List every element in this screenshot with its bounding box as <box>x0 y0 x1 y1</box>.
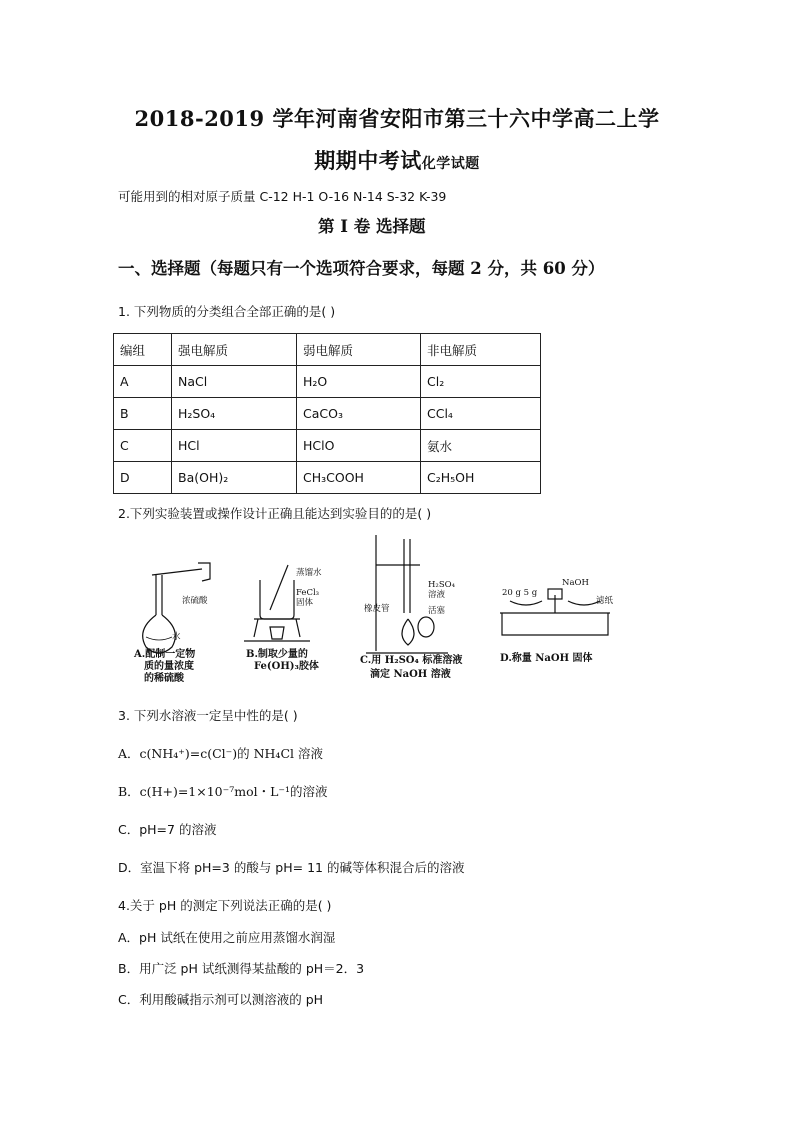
header-cell: 编组 <box>114 334 172 366</box>
label-solid: 固体 <box>296 598 314 608</box>
cell-strong: Ba(OH)₂ <box>172 462 297 494</box>
label-distilled-water: 蒸馏水 <box>296 568 322 578</box>
cell-strong: HCl <box>172 430 297 462</box>
header-cell: 强电解质 <box>172 334 297 366</box>
label-h2so4: H₂SO₄ <box>428 580 456 590</box>
atomic-masses: 可能用到的相对原子质量 C-12 H-1 O-16 N-14 S-32 K-39 <box>118 189 447 204</box>
table-row <box>114 366 541 398</box>
q1-stem: 1. 下列物质的分类组合全部正确的是( ) <box>118 304 336 319</box>
cell-strong: NaCl <box>172 366 297 398</box>
label-naoh: NaOH <box>562 578 589 588</box>
q1-table <box>113 333 541 494</box>
title-line-2 <box>0 145 794 175</box>
q3-option-d: D．室温下将 pH=3 的酸与 pH= 11 的碱等体积混合后的溶液 <box>118 860 465 875</box>
caption-d-1: D.称量 NaOH 固体 <box>500 653 593 664</box>
caption-b-1: B.制取少量的 <box>246 649 308 660</box>
caption-b-2: Fe(OH)₃胶体 <box>254 661 319 672</box>
table-row <box>114 430 541 462</box>
cell-weak: H₂O <box>297 366 421 398</box>
table-header-row <box>114 334 541 366</box>
cell-group: C <box>114 430 172 462</box>
caption-a-1: A.配制一定物 <box>134 649 196 660</box>
q3-option-a: A．c(NH₄⁺)=c(Cl⁻)的 NH₄Cl 溶液 <box>118 746 323 761</box>
q4-option-a: A．pH 试纸在使用之前应用蒸馏水润湿 <box>118 930 336 945</box>
cell-weak: HClO <box>297 430 421 462</box>
cell-weak: CaCO₃ <box>297 398 421 430</box>
title-main: 期期中考试 <box>314 148 422 173</box>
cell-group: A <box>114 366 172 398</box>
q4-option-b: B．用广泛 pH 试纸测得某盐酸的 pH＝2．3 <box>118 961 365 976</box>
q4-option-c: C．利用酸碱指示剂可以测溶液的 pH <box>118 992 324 1007</box>
volume-heading: 第 I 卷 选择题 <box>318 217 426 236</box>
label-filter-paper: 滤纸 <box>596 596 614 606</box>
cell-non: CCl₄ <box>421 398 541 430</box>
title-small: 化学试题 <box>421 156 480 172</box>
q3-stem: 3. 下列水溶液一定呈中性的是( ) <box>118 708 298 723</box>
label-acid: 浓硫酸 <box>182 596 208 606</box>
caption-c-2: 滴定 NaOH 溶液 <box>370 669 451 680</box>
caption-a-2: 质的量浓度 <box>144 661 194 672</box>
cell-group: B <box>114 398 172 430</box>
table-row <box>114 398 541 430</box>
q3-option-b: B．c(H+)=1×10⁻⁷mol・L⁻¹的溶液 <box>118 784 328 799</box>
table-row <box>114 462 541 494</box>
cell-group: D <box>114 462 172 494</box>
cell-strong: H₂SO₄ <box>172 398 297 430</box>
header-cell: 非电解质 <box>421 334 541 366</box>
title-line-1: 2018-2019 学年河南省安阳市第三十六中学高二上学 <box>134 106 660 131</box>
q2-apparatus-figure <box>130 535 620 685</box>
label-rubber-tube: 橡皮管 <box>364 604 390 614</box>
header-cell: 弱电解质 <box>297 334 421 366</box>
q4-stem: 4.关于 pH 的测定下列说法正确的是( ) <box>118 898 332 913</box>
label-weights: 20 g 5 g <box>502 588 538 598</box>
caption-a-3: 的稀硫酸 <box>144 673 184 684</box>
cell-non: Cl₂ <box>421 366 541 398</box>
label-stopcock: 活塞 <box>428 606 446 616</box>
label-fecl3: FeCl₃ <box>296 588 320 598</box>
cell-weak: CH₃COOH <box>297 462 421 494</box>
label-water: 水 <box>172 632 181 642</box>
cell-non: C₂H₅OH <box>421 462 541 494</box>
q2-stem: 2.下列实验装置或操作设计正确且能达到实验目的的是( ) <box>118 506 432 521</box>
caption-c-1: C.用 H₂SO₄ 标准溶液 <box>360 655 463 666</box>
cell-non: 氨水 <box>421 430 541 462</box>
q3-option-c: C．pH=7 的溶液 <box>118 822 217 837</box>
section-heading: 一、选择题（每题只有一个选项符合要求，每题 2 分，共 60 分） <box>118 259 605 278</box>
label-solution: 溶液 <box>428 590 446 600</box>
